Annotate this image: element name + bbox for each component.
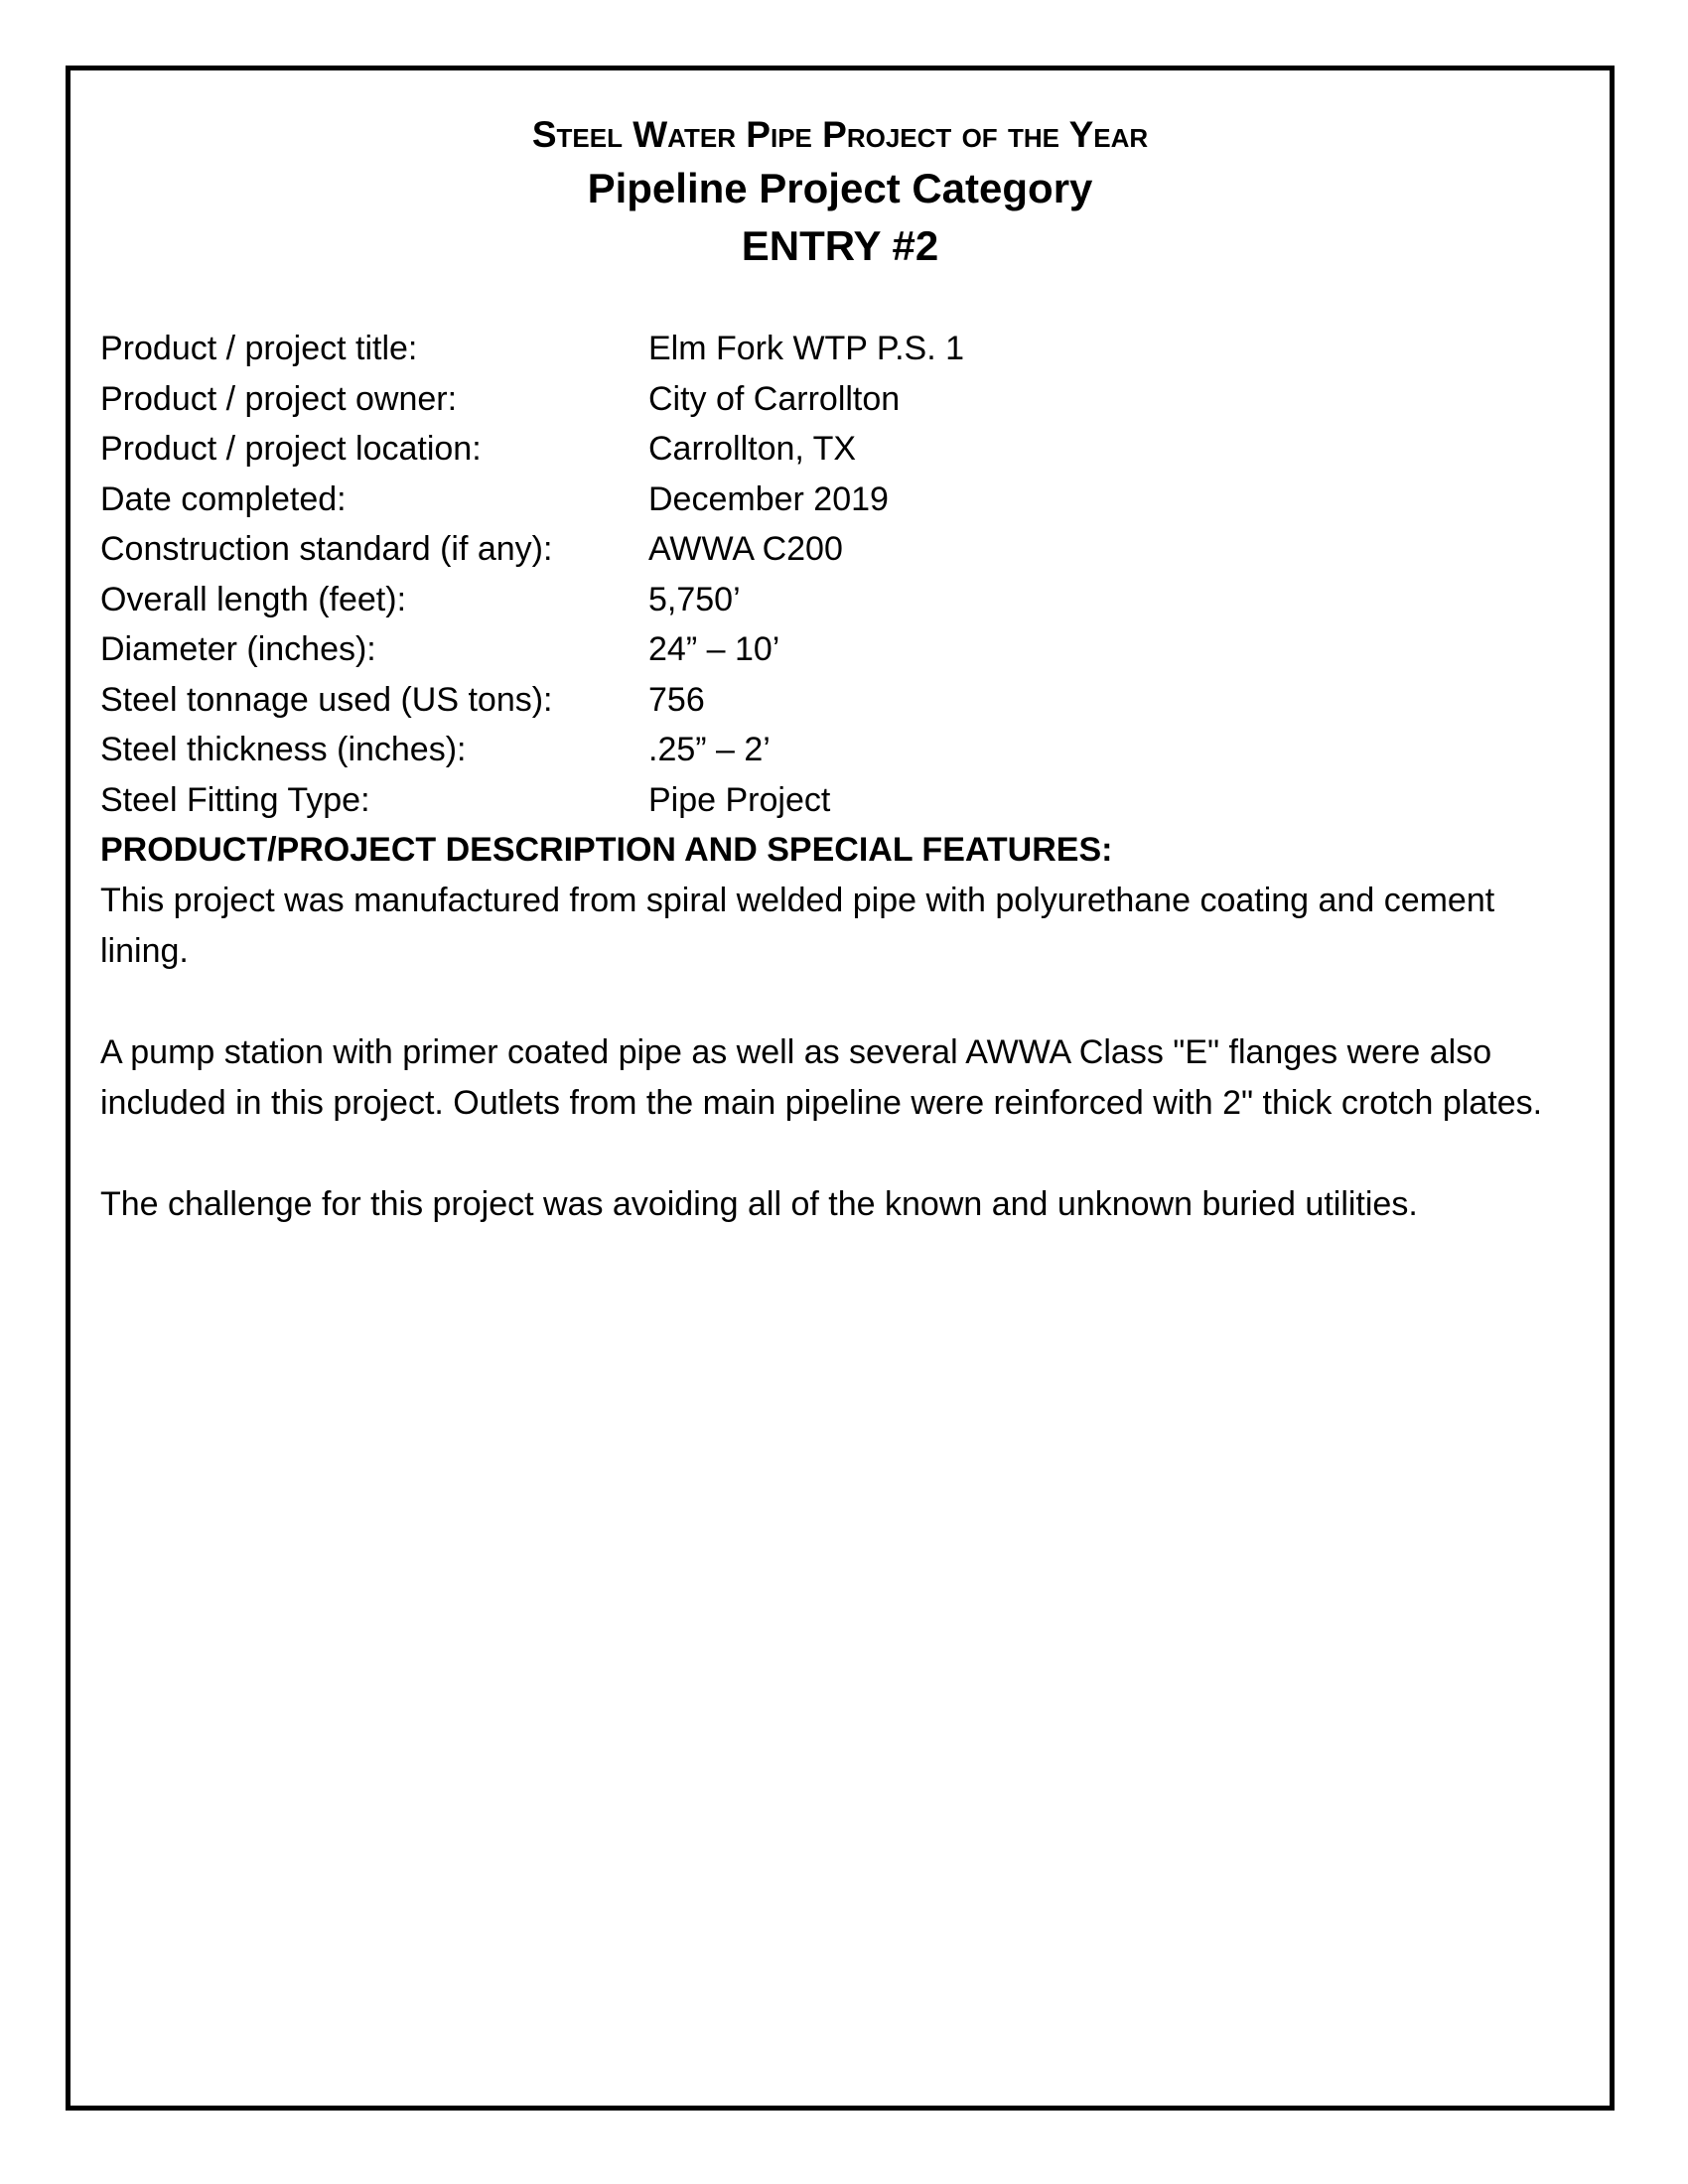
project-fields bbox=[100, 324, 1580, 825]
field-row-location bbox=[100, 424, 1580, 475]
field-row-construction-standard bbox=[100, 524, 1580, 575]
document-frame bbox=[66, 66, 1615, 2111]
field-value: 24” – 10’ bbox=[648, 630, 780, 668]
field-row-fitting-type bbox=[100, 775, 1580, 826]
description-paragraph: This project was manufactured from spiral welded pipe with polyurethane coating and cement lining. bbox=[100, 882, 1495, 970]
description-heading: PRODUCT/PROJECT DESCRIPTION AND SPECIAL FEATURES: bbox=[100, 831, 1113, 869]
field-value: Pipe Project bbox=[648, 780, 831, 819]
field-label: Diameter (inches): bbox=[100, 630, 376, 668]
field-row-owner bbox=[100, 374, 1580, 425]
field-label: Construction standard (if any): bbox=[100, 530, 553, 568]
field-label: Overall length (feet): bbox=[100, 580, 407, 618]
field-value: AWWA C200 bbox=[648, 530, 843, 568]
field-value: December 2019 bbox=[648, 479, 889, 518]
field-row-overall-length bbox=[100, 575, 1580, 625]
description-paragraph: A pump station with primer coated pipe as well as several AWWA Class "E" flanges were also included in this project. Outlets from the main pipeline were reinforced with 2" thick crotch plates. bbox=[100, 1033, 1543, 1122]
entry-number: ENTRY #2 bbox=[741, 222, 939, 269]
document-header bbox=[70, 110, 1610, 275]
description-paragraph: The challenge for this project was avoiding all of the known and unknown buried utilities. bbox=[100, 1185, 1418, 1223]
field-row-date-completed bbox=[100, 475, 1580, 525]
field-value: Elm Fork WTP P.S. 1 bbox=[648, 330, 965, 367]
project-description bbox=[100, 825, 1560, 1281]
field-label: Product / project owner: bbox=[100, 379, 458, 418]
field-label: Product / project location: bbox=[100, 430, 482, 468]
field-label: Date completed: bbox=[100, 479, 347, 518]
field-row-title bbox=[100, 324, 1580, 374]
field-label: Steel Fitting Type: bbox=[100, 780, 370, 819]
field-label: Product / project title: bbox=[100, 330, 418, 367]
field-label: Steel tonnage used (US tons): bbox=[100, 680, 553, 719]
field-value: 756 bbox=[648, 680, 705, 719]
field-row-steel-tonnage bbox=[100, 675, 1580, 726]
field-row-steel-thickness bbox=[100, 725, 1580, 775]
award-supertitle: Steel Water Pipe Project of the Year bbox=[531, 114, 1149, 155]
category-title: Pipeline Project Category bbox=[587, 165, 1093, 211]
field-value: .25” – 2’ bbox=[648, 731, 771, 768]
field-value: Carrollton, TX bbox=[648, 430, 857, 468]
field-label: Steel thickness (inches): bbox=[100, 731, 467, 768]
field-value: City of Carrollton bbox=[648, 379, 901, 418]
field-row-diameter bbox=[100, 624, 1580, 675]
field-value: 5,750’ bbox=[648, 580, 741, 618]
